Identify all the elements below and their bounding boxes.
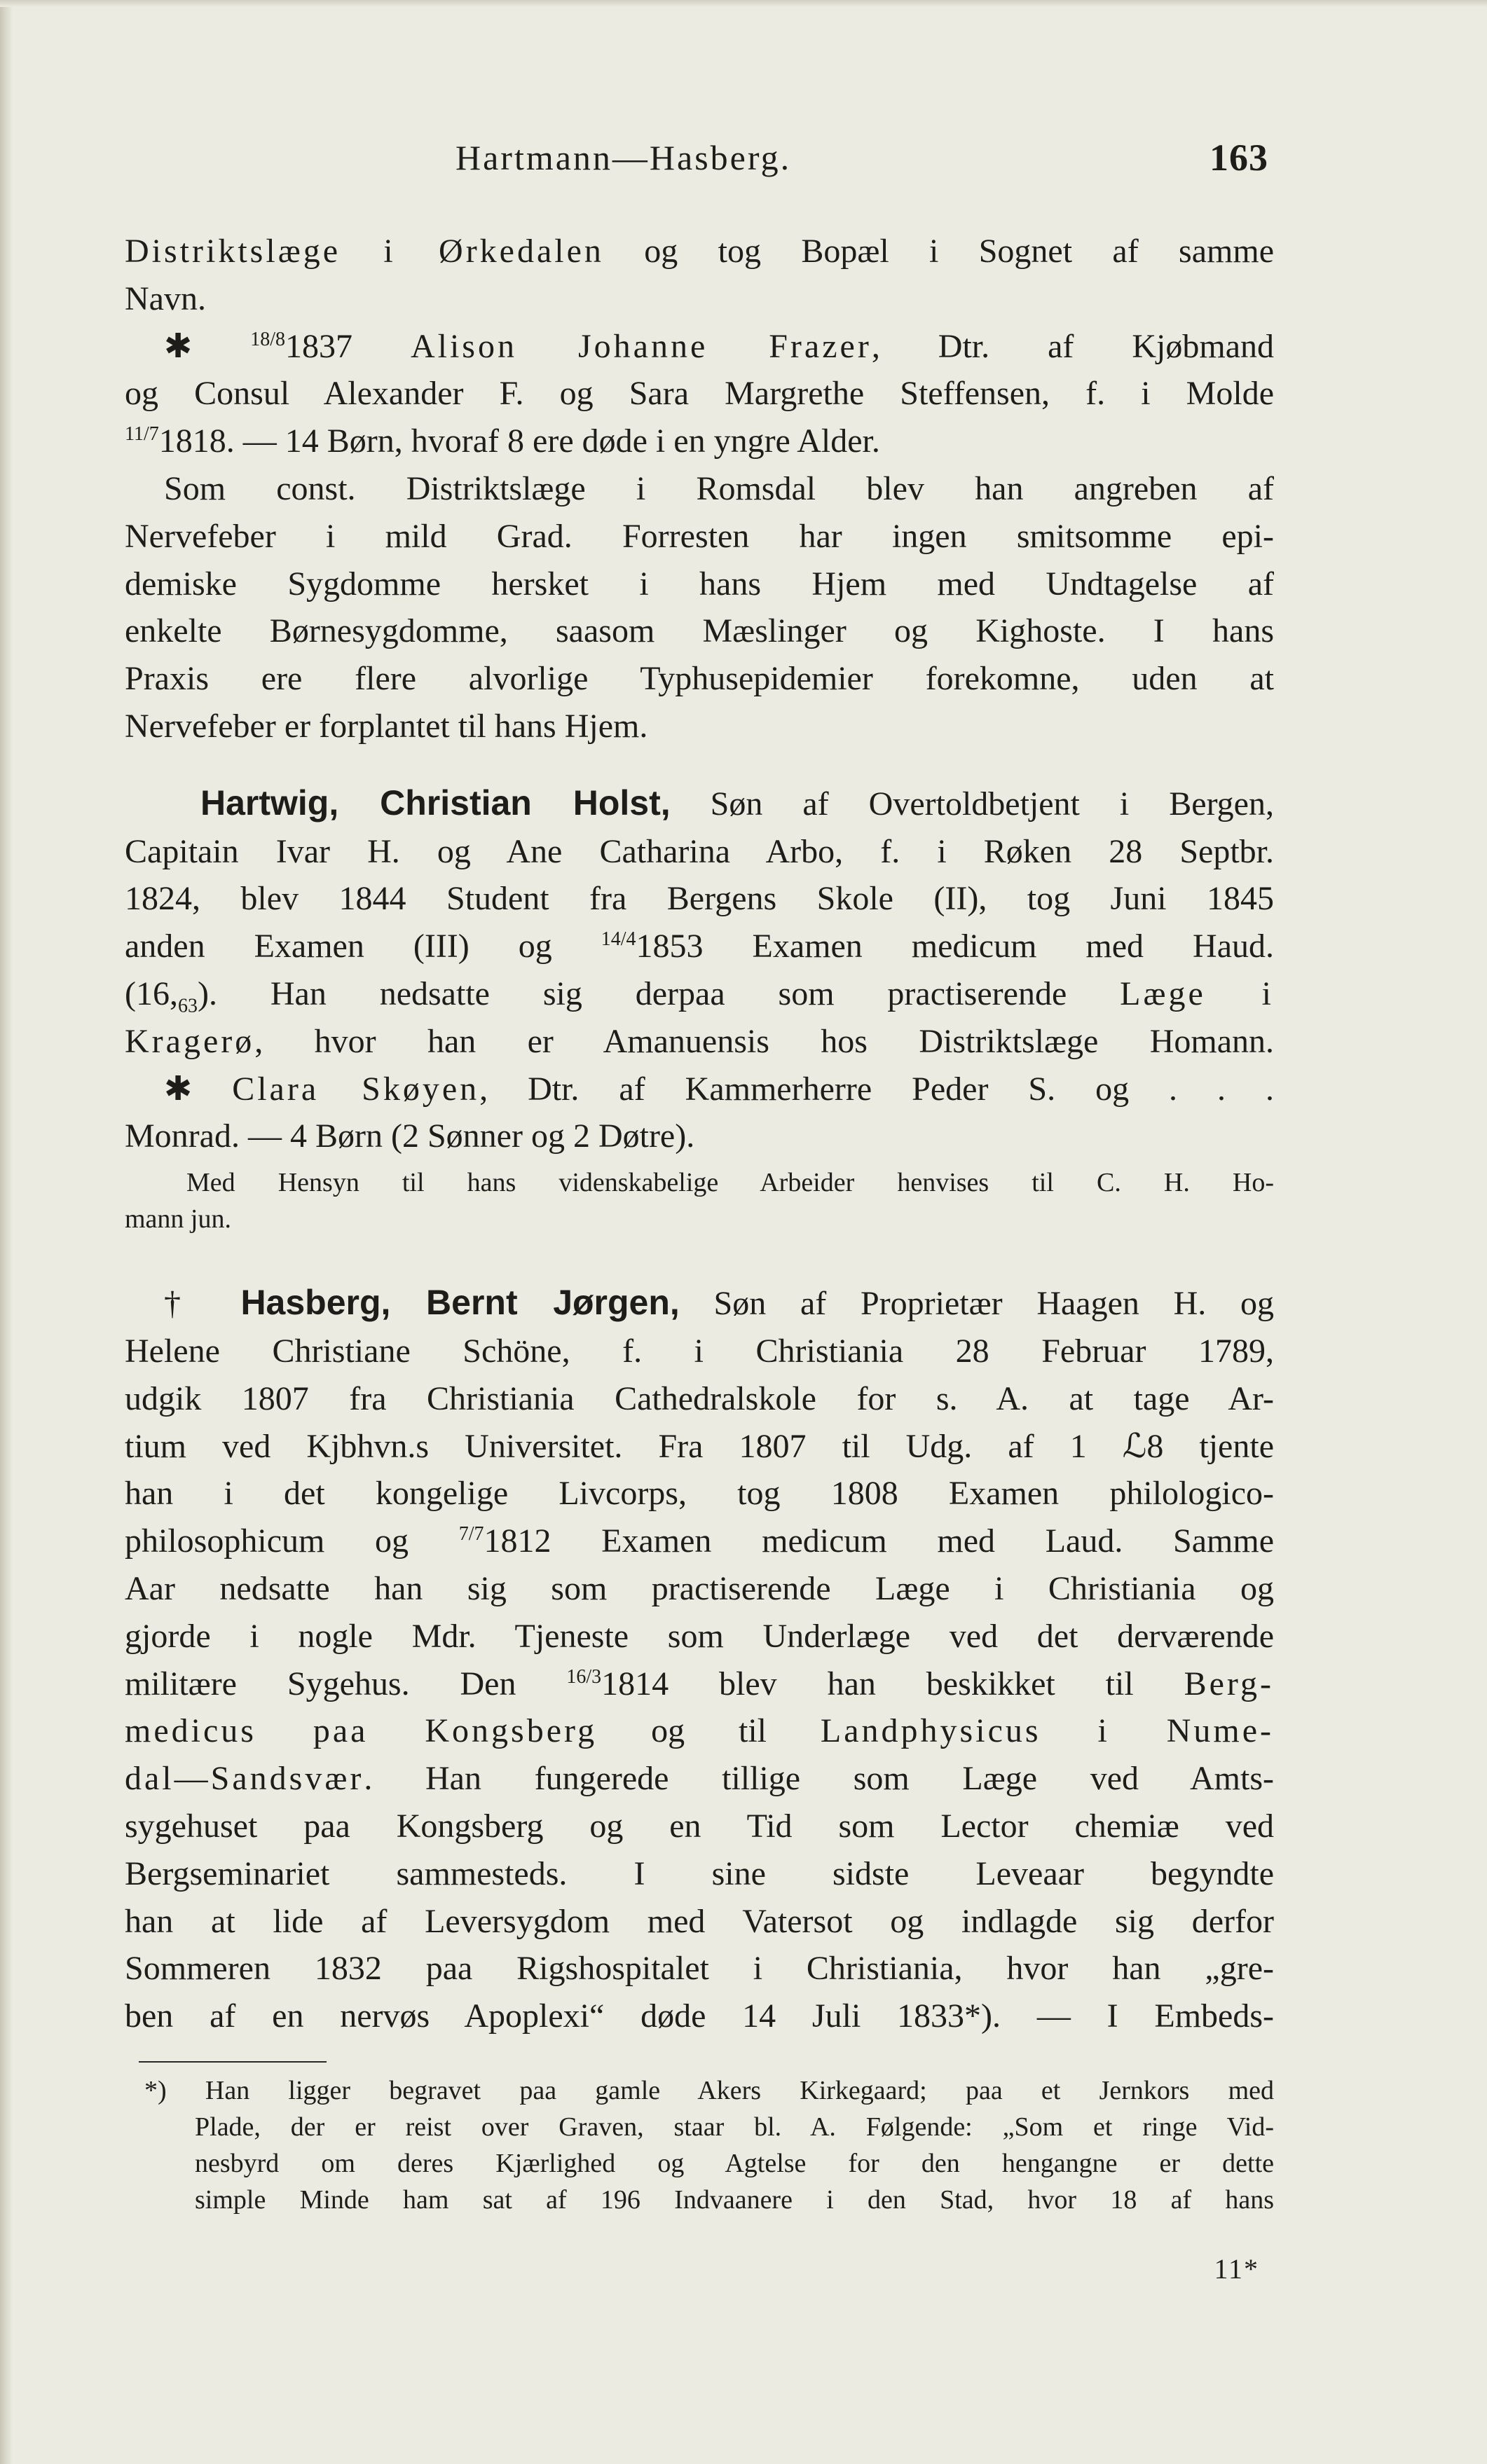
text-line: Navn. [125,280,206,317]
text-line: Som const. Distriktslæge i Romsdal blev han angreben af [164,469,1274,507]
date-fraction: 11/7 [125,423,159,446]
text-line [125,970,1274,1018]
text-segment: 1837 [285,327,411,365]
text-line [125,780,1274,828]
entry-hasberg [125,1279,1274,2040]
text-line: udgik 1807 fra Christiania Cathedralskole for s. A. at tage Ar- [125,1379,1274,1417]
date-fraction: 16/3 [566,1665,602,1688]
text-line: han i det kongelige Livcorps, tog 1808 Examen philologico- [125,1475,1274,1513]
text-line: Praxis ere flere alvorlige Typhusepidemier forekomne, uden at [125,660,1274,698]
page-edge-shadow [0,0,13,2464]
text-segment: , Dtr. af Kjøbmand [871,327,1275,365]
text-line: og Consul Alexander F. og Sara Margrethe Steffensen, f. i Molde [125,375,1274,413]
text-line: Helene Christiane Schöne, f. i Christiania 28 Februar 1789, [125,1332,1274,1370]
text-segment: og til [597,1712,821,1750]
text-line: Bergseminariet sammesteds. I sine sidste Leveaar begyndte [125,1854,1274,1892]
text-line: enkelte Børnesygdomme, saasom Mæslinger og Kighoste. I hans [125,612,1274,650]
text-segment: Søn af Proprietær Haagen H. og [679,1285,1275,1323]
entry-heading: Hasberg, Bernt Jørgen, [240,1283,680,1323]
emphasized-text: dal—Sandsvær [125,1760,364,1798]
text-line: tium ved Kjbhvn.s Universitet. Fra 1807 til Udg. af 1 ℒ8 tjente [125,1427,1274,1465]
text-line [125,923,1274,970]
text-segment: 1818. — 14 Børn, hvoraf 8 ere døde i en yngre Alder. [158,422,880,460]
spouse-name: Clara Skøyen [232,1070,480,1108]
text-segment: ). Han nedsatte sig derpaa som practiserende [197,975,1121,1012]
text-line: han at lide af Leversygdom med Vatersot og indlagde sig derfor [125,1902,1274,1940]
text-line [125,323,1274,371]
entry-hartwig [125,780,1274,1237]
footnote-line: nesbyrd om deres Kjærlighed og Agtelse for den hengangne er dette [195,2149,1274,2178]
text-line: Capitain Ivar H. og Ane Catharina Arbo, f. i Røken 28 Septbr. [125,832,1274,870]
text-line: Nervefeber er forplantet til hans Hjem. [125,707,648,745]
text-segment: Søn af Overtoldbetjent i Bergen, [670,785,1274,823]
marriage-star-icon: ✱ [164,327,251,365]
signature-mark: 11* [1214,2253,1259,2285]
text-segment: og tog Bopæl i Sognet af samme [603,233,1274,270]
text-segment: philosophicum og [125,1522,459,1560]
text-segment: 1853 Examen medicum med Haud. [636,928,1274,965]
note-line: mann jun. [125,1204,231,1234]
text-line: demiske Sygdomme hersket i hans Hjem med Undtagelse af [125,565,1274,603]
place-name: Kragerø [125,1022,255,1060]
text-segment: 1812 Examen medicum med Laud. Samme [484,1522,1275,1560]
emphasized-text: Læge i [1120,975,1274,1012]
emphasized-text: medicus paa Kongsberg [125,1712,598,1750]
emphasized-text: Berg- [1184,1665,1274,1702]
text-segment: , Dtr. af Kammerherre Peder S. og . . . [479,1070,1274,1108]
text-line [125,1279,1274,1328]
footnote-line: simple Minde ham sat af 196 Indvaanere i den Stad, hvor 18 af hans [195,2185,1274,2215]
running-title: Hartmann—Hasberg. [455,138,792,177]
text-line: Nervefeber i mild Grad. Forresten har ingen smitsomme epi- [125,517,1274,555]
footnote-line: *) Han ligger begravet paa gamle Akers Kirkegaard; paa et Jernkors med [144,2076,1274,2105]
emphasized-text: Distriktslæge i Ørkedalen [125,233,604,270]
text-line [125,1660,1274,1708]
marriage-star-icon: ✱ [164,1070,233,1108]
text-line: sygehuset paa Kongsberg og en Tid som Lector chemiæ ved [125,1807,1274,1845]
date-fraction: 14/4 [601,928,636,951]
date-fraction: 7/7 [458,1523,484,1546]
grade-subscript: 63 [177,995,198,1017]
text-line [125,1517,1274,1565]
date-fraction: 18/8 [250,328,285,350]
text-line [125,1707,1274,1755]
dagger-icon: † [164,1285,241,1323]
text-segment: anden Examen (III) og [125,928,601,965]
text-segment: , hvor han er Amanuensis hos Distriktslæge Homann. [254,1022,1274,1060]
footnote-rule [139,2061,327,2063]
page-top-shadow [0,0,1487,7]
text-line: Sommeren 1832 paa Rigshospitalet i Christiania, hvor han „gre- [125,1950,1274,1988]
emphasized-text: Landphysicus i Nume- [820,1712,1274,1750]
text-line: Monrad. — 4 Børn (2 Sønner og 2 Døtre). [125,1117,695,1155]
text-segment: (16, [125,975,178,1012]
text-line [125,418,1274,465]
text-line [125,1066,1274,1113]
text-line [125,1755,1274,1803]
text-segment: militære Sygehus. Den [125,1665,567,1702]
footnote [144,2072,1274,2218]
page-number: 163 [1210,137,1268,179]
entry-hartmann-continued [125,228,1274,750]
text-segment: 1814 blev han beskikket til [601,1665,1184,1702]
text-line [125,1018,1274,1066]
spouse-name: Alison Johanne Frazer [410,327,872,365]
text-line: Aar nedsatte han sig som practiserende Læge i Christiania og [125,1569,1274,1607]
entry-heading: Hartwig, Christian Holst, [200,783,671,823]
text-segment: . Han fungerede tillige som Læge ved Amts- [364,1760,1274,1798]
running-header [455,137,1268,186]
text-line: ben af en nervøs Apoplexi“ døde 14 Juli 1833*). — I Embeds- [125,1997,1274,2035]
page-body [125,228,1274,2040]
note-line: Med Hensyn til hans videnskabelige Arbeider henvises til C. H. Ho- [186,1168,1274,1198]
text-line [125,228,1274,275]
footnote-line: Plade, der er reist over Graven, staar bl. A. Følgende: „Som et ringe Vid- [195,2112,1274,2142]
text-line: 1824, blev 1844 Student fra Bergens Skole (II), tog Juni 1845 [125,880,1274,918]
text-line: gjorde i nogle Mdr. Tjeneste som Underlæge ved det derværende [125,1617,1274,1655]
